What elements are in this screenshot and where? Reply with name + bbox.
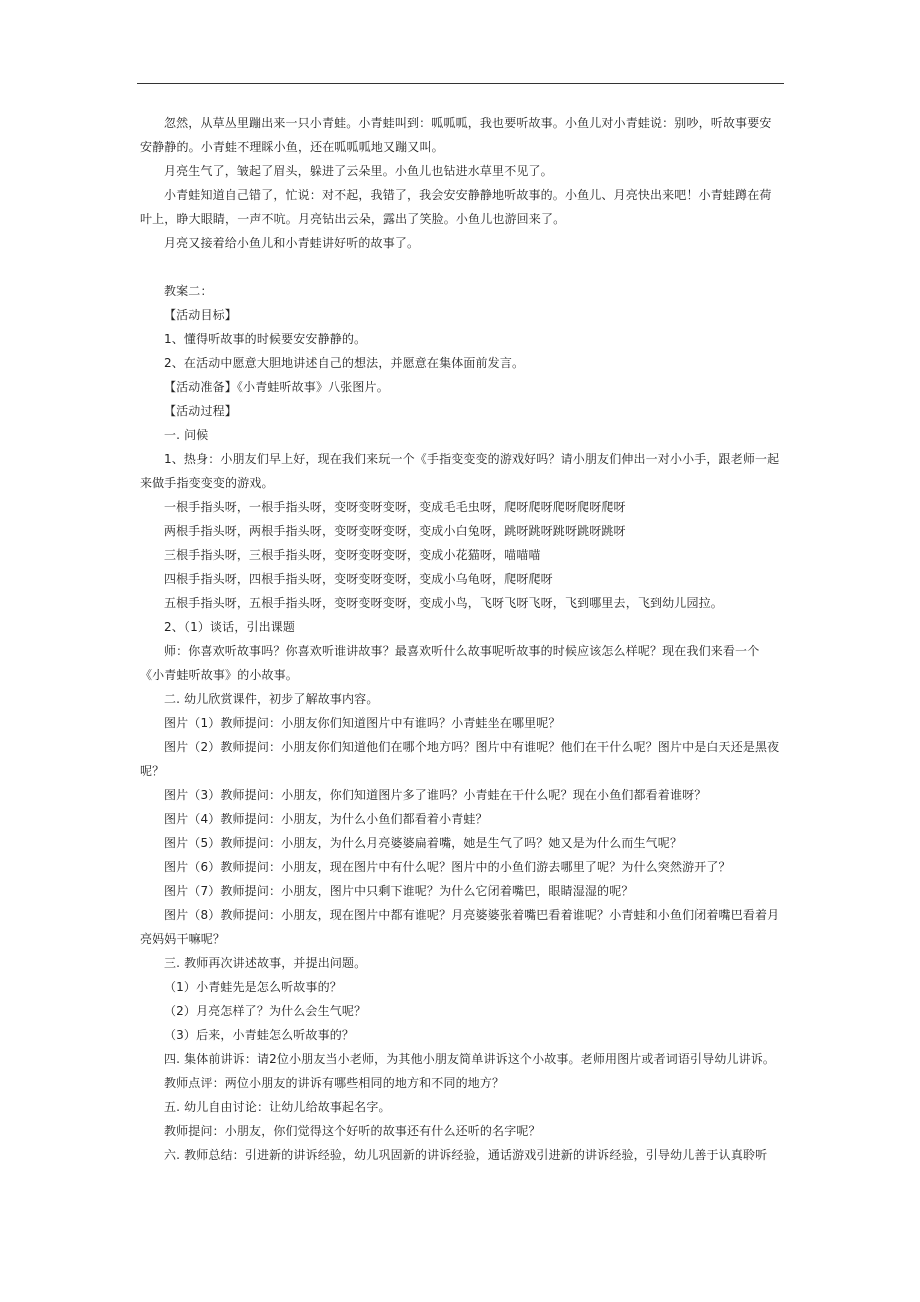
picture-question: 图片（8）教师提问：小朋友，现在图片中都有谁呢？月亮婆婆张着嘴巴看着谁呢？小青蛙和小鱼们闭着嘴巴看着月亮妈妈干嘛呢？ [140,908,780,946]
goal-item: 1、懂得听故事的时候要安安静静的。 [164,332,367,346]
section-heading-process: 【活动过程】 [164,404,237,418]
header-rule [137,83,784,84]
picture-question: 图片（6）教师提问：小朋友，现在图片中有什么呢？图片中的小鱼们游去哪里了呢？为什么突然游开了？ [164,860,731,874]
rhyme-line: 一根手指头呀，一根手指头呀，变呀变呀变呀，变成毛毛虫呀，爬呀爬呀爬呀爬呀爬呀 [164,500,626,514]
story-paragraph: 小青蛙知道自己错了，忙说：对不起，我错了，我会安安静静地听故事的。小鱼儿、月亮快出来吧！小青蛙蹲在荷叶上，睁大眼睛，一声不吭。月亮钻出云朵，露出了笑脸。小鱼儿也游回来了。 [140,188,772,226]
question-item: （1）小青蛙先是怎么听故事的？ [164,980,342,994]
document-body [140,111,782,1167]
step-paragraph: 教师提问：小朋友，你们觉得这个好听的故事还有什么还听的名字呢？ [164,1124,541,1138]
question-item: （3）后来，小青蛙怎么听故事的？ [164,1028,355,1042]
step-heading: 三. 教师再次讲述故事，并提出问题。 [164,956,367,970]
question-item: （2）月亮怎样了？为什么会生气呢？ [164,1004,367,1018]
story-paragraph: 月亮生气了，皱起了眉头，躲进了云朵里。小鱼儿也钻进水草里不见了。 [164,164,553,178]
picture-question: 图片（1）教师提问：小朋友你们知道图片中有谁吗？小青蛙坐在哪里呢？ [164,716,561,730]
step-heading: 一. 问候 [164,428,209,442]
section-heading-preparation: 【活动准备】《小青蛙听故事》八张图片。 [164,380,389,394]
picture-question: 图片（5）教师提问：小朋友，为什么月亮婆婆扁着嘴，她是生气了吗？她又是为什么而生气呢？ [164,836,683,850]
step-heading: 六. 教师总结：引进新的讲诉经验，幼儿巩固新的讲诉经验，通话游戏引进新的讲诉经验，引导幼儿善于认真聆听 [164,1148,768,1162]
step-paragraph: 教师点评：两位小朋友的讲诉有哪些相同的地方和不同的地方？ [164,1076,505,1090]
step-heading: 四. 集体前讲诉：请2位小朋友当小老师，为其他小朋友简单讲诉这个小故事。老师用图片或者词语引导幼儿讲诉。 [164,1052,776,1066]
rhyme-line: 四根手指头呀，四根手指头呀，变呀变呀变呀，变成小乌龟呀，爬呀爬呀 [164,572,553,586]
step-paragraph: 2、（1）谈话，引出课题 [164,620,296,634]
step-heading: 五. 幼儿自由讨论：让幼儿给故事起名字。 [164,1100,391,1114]
picture-question: 图片（2）教师提问：小朋友你们知道他们在哪个地方吗？图片中有谁呢？他们在干什么呢？图片中是白天还是黑夜呢？ [140,740,780,778]
picture-question: 图片（4）教师提问：小朋友，为什么小鱼们都看着小青蛙？ [164,812,488,826]
step-paragraph: 师：你喜欢听故事吗？你喜欢听谁讲故事？最喜欢听什么故事呢听故事的时候应该怎么样呢？现在我们来看一个《小青蛙听故事》的小故事。 [140,644,760,682]
picture-question: 图片（7）教师提问：小朋友，图片中只剩下谁呢？为什么它闭着嘴巴，眼睛湿湿的呢？ [164,884,634,898]
rhyme-line: 五根手指头呀，五根手指头呀，变呀变呀变呀，变成小鸟，飞呀飞呀飞呀，飞到哪里去，飞到幼儿园拉。 [164,596,723,610]
step-heading: 二. 幼儿欣赏课件，初步了解故事内容。 [164,692,379,706]
story-paragraph: 忽然，从草丛里蹦出来一只小青蛙。小青蛙叫到：呱呱呱，我也要听故事。小鱼儿对小青蛙说：别吵，听故事要安安静静的。小青蛙不理睬小鱼，还在呱呱呱地又蹦又叫。 [140,116,772,154]
picture-question: 图片（3）教师提问：小朋友，你们知道图片多了谁吗？小青蛙在干什么呢？现在小鱼们都看着谁呀？ [164,788,707,802]
rhyme-line: 三根手指头呀，三根手指头呀，变呀变呀变呀，变成小花猫呀，喵喵喵 [164,548,541,562]
rhyme-line: 两根手指头呀，两根手指头呀，变呀变呀变呀，变成小白兔呀，跳呀跳呀跳呀跳呀跳呀 [164,524,626,538]
step-paragraph: 1、热身：小朋友们早上好，现在我们来玩一个《手指变变变的游戏好吗？请小朋友们伸出一对小小手，跟老师一起来做手指变变变的游戏。 [140,452,780,490]
lesson-plan-title: 教案二： [164,284,213,298]
story-paragraph: 月亮又接着给小鱼儿和小青蛙讲好听的故事了。 [164,236,420,250]
section-heading-goals: 【活动目标】 [164,308,237,322]
goal-item: 2、在活动中愿意大胆地讲述自己的想法，并愿意在集体面前发言。 [164,356,525,370]
